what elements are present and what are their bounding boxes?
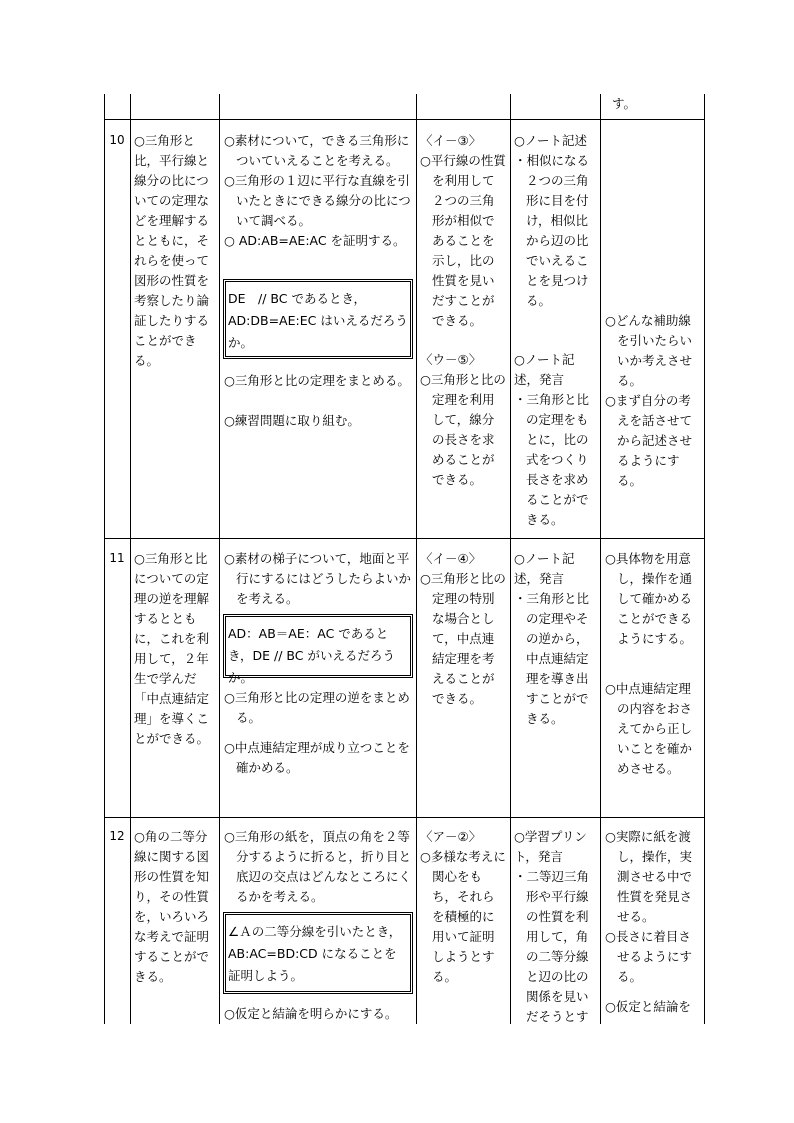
method-title: ○学習プリント，発言: [514, 829, 587, 864]
activity-item: ○三角形の１辺に平行な直線を引いたときにできる線分の比について調べる。: [224, 173, 411, 228]
evaluation-text: ○三角形と比の定理を利用して，線分の長さを求めることができる。: [420, 372, 506, 487]
evaluation-tag: 〈イ－③〉: [420, 133, 482, 148]
method-title: ○ノート記述: [514, 133, 588, 148]
cell-text: す。: [612, 96, 637, 111]
goal-text: ○三角形と比についての定理の逆を理解するとともに，これを利用して，２年生で学んだ「中点連結定理」を導くことができる。: [134, 551, 210, 746]
evaluation-text: ○平行線の性質を利用して２つの三角形が相似であることを示し，比の性質を見いだすことができる。: [420, 153, 506, 328]
row-number: 11: [109, 551, 125, 565]
activity-cell: [224, 549, 412, 609]
activity-item: ○仮定と結論を明らかにする。: [224, 1006, 398, 1021]
support-text: ○中点連結定理の内容をおさえてから正しいことを確かめさせる。: [605, 681, 693, 776]
method-text: ・二等辺三角形や平行線の性質を利用して，角の二等分線と辺の比の関係を見いだそうとす: [514, 869, 590, 1024]
evaluation-cell: [420, 350, 506, 490]
goal-cell: [134, 131, 216, 371]
table-divider: [130, 94, 131, 1024]
evaluation-cell: [420, 131, 506, 331]
evaluation-cell: [420, 549, 506, 709]
support-text: ○仮定と結論を: [605, 999, 691, 1014]
table-divider: [219, 94, 220, 1024]
problem-text: DE // BC であるとき，AD:DB=AE:EC はいえるだろうか。: [228, 291, 408, 350]
activity-item: ○素材について，できる三角形についていえることを考える。: [224, 133, 410, 168]
row-separator: [104, 119, 705, 120]
method-text: ・三角形と比の定理やその逆から，中点連結定理を導き出すことができる。: [514, 591, 590, 726]
activity-cell: [224, 371, 412, 431]
activity-item: ○ AD:AB=AE:AC を証明する。: [224, 233, 406, 248]
evaluation-text: ○三角形と比の定理の特別な場合として，中点連結定理を考えることができる。: [420, 571, 506, 706]
method-text: ・三角形と比の定理をもとに，比の式をつくり長さを求めることができる。: [514, 392, 590, 527]
problem-box: [223, 614, 413, 685]
method-cell: [514, 350, 598, 530]
activity-item: ○素材の梯子について，地面と平行にするにはどうしたらよいかを考える。: [224, 551, 412, 606]
problem-box: [223, 912, 413, 994]
method-title: ○ノート記述，発言: [514, 352, 575, 387]
problem-box: [223, 279, 413, 359]
row-number: 10: [109, 133, 125, 147]
row-separator: [104, 817, 705, 818]
problem-text: ∠Ａの二等分線を引いたとき，AB:AC=BD:CD になることを証明しよう。: [228, 924, 402, 983]
goal-cell: [134, 827, 216, 987]
row-number: 12: [109, 829, 125, 843]
support-cell: [605, 311, 701, 491]
activity-item: ○三角形と比の定理をまとめる。: [224, 373, 410, 388]
support-text: ○具体物を用意し，操作を通して確かめることができるようにする。: [605, 551, 693, 646]
method-cell: [514, 131, 598, 311]
evaluation-cell: [420, 827, 506, 987]
table-border-right: [704, 94, 705, 1024]
goal-text: ○三角形と比，平行線と線分の比についての定理などを理解するとともに，それらを使って図形の性質を考察したり論証したりすることができる。: [134, 133, 210, 368]
evaluation-tag: 〈ウ－⑤〉: [420, 352, 482, 367]
evaluation-tag: 〈ア－②〉: [420, 829, 482, 844]
method-title: ○ノート記述，発言: [514, 551, 575, 586]
support-cell: [605, 549, 701, 779]
activity-cell: [224, 1004, 412, 1024]
method-text: ・相似になる２つの三角形に目を付け，相似比から辺の比でいえることを見つける。: [514, 153, 590, 308]
activity-item: ○三角形の紙を，頂点の角を２等分するように折ると，折り目と底辺の交点はどんなところにくるかを考える。: [224, 829, 412, 904]
support-cell: [605, 827, 701, 1017]
support-text: ○まず自分の考えを話させてから記述させるようにする。: [605, 393, 693, 488]
activity-cell: [224, 688, 412, 778]
evaluation-text: ○多様な考えに関心をもち，それらを積極的に用いて証明しようとする。: [420, 849, 506, 984]
method-cell: [514, 827, 598, 1027]
table-divider: [600, 94, 601, 1024]
activity-cell: [224, 827, 412, 907]
row-separator: [104, 538, 705, 539]
method-cell: [514, 549, 598, 729]
goal-text: ○角の二等分線に関する図形の性質を知り，その性質を，いろいろな考えで証明することができる。: [134, 829, 210, 984]
goal-cell: [134, 549, 216, 749]
problem-text: AD：AB＝AE：AC であるとき，DE // BC がいえるだろうか。: [228, 626, 395, 685]
support-text: ○実際に紙を渡し，操作，実測させる中で性質を発見させる。: [605, 829, 693, 924]
activity-item: ○練習問題に取り組む。: [224, 413, 360, 428]
activity-item: ○三角形と比の定理の逆をまとめる。: [224, 690, 410, 725]
support-text: ○どんな補助線を引いたらいいか考えさせる。: [605, 313, 693, 388]
activity-cell: [224, 131, 412, 251]
table-divider: [510, 94, 511, 1024]
top-row-cell: [612, 94, 700, 114]
support-text: ○長さに着目させるようにする。: [605, 929, 693, 984]
activity-item: ○中点連結定理が成り立つことを確かめる。: [224, 740, 410, 775]
evaluation-tag: 〈イ－④〉: [420, 551, 482, 566]
table-divider: [416, 94, 417, 1024]
